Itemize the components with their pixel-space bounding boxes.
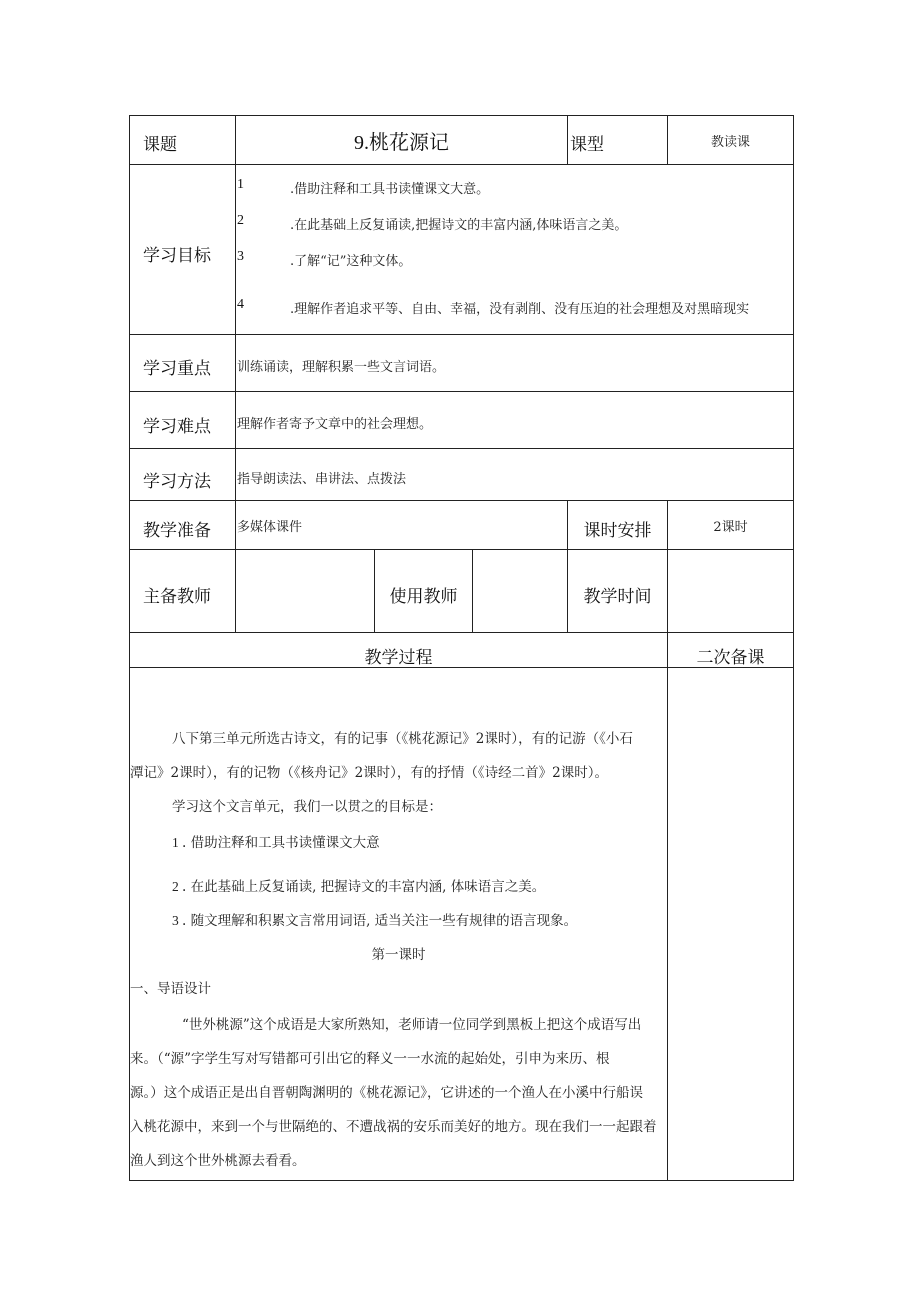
class-hours-value: 2课时 xyxy=(713,520,748,535)
key-points-value: 训练诵读，理解积累一些文言词语。 xyxy=(237,360,446,375)
goal-text: . 借助注释和工具书读懂课文大意 xyxy=(182,835,380,851)
table-border xyxy=(129,334,794,335)
table-border xyxy=(129,391,794,392)
goal-text: . 在此基础上反复诵读, 把握诗文的丰富内涵, 体味语言之美。 xyxy=(182,879,546,895)
objective-text: .理解作者追求平等、自由、幸福，没有剥削、没有压迫的社会理想及对黑暗现实 xyxy=(290,302,750,317)
lesson-type-label: 课型 xyxy=(570,135,604,155)
methods-label: 学习方法 xyxy=(143,472,211,492)
objective-text: .在此基础上反复诵读,把握诗文的丰富内涵,体味语言之美。 xyxy=(290,218,628,233)
lesson-heading: 第一课时 xyxy=(371,947,426,963)
goal-text: . 随文理解和积累文言常用词语, 适当关注一些有规律的语言现象。 xyxy=(182,913,578,929)
section-text-line: 源。）这个成语正是出自晋朝陶渊明的《桃花源记》，它讲述的一个渔人在小溪中行船误 xyxy=(130,1085,643,1101)
objective-number: 2 xyxy=(237,213,244,228)
objective-number: 1 xyxy=(237,177,244,192)
section-text-line: 来。（“源”字学生写对写错都可引出它的释义一一水流的起始处，引申为来历、根 xyxy=(130,1051,610,1067)
difficulties-value: 理解作者寄予文章中的社会理想。 xyxy=(237,417,433,432)
objective-text: .了解“记”这种文体。 xyxy=(290,254,412,269)
table-border xyxy=(472,549,473,633)
table-border xyxy=(567,115,568,165)
lesson-type-value: 教读课 xyxy=(710,135,750,150)
table-border xyxy=(793,115,794,1181)
section-text-line: “世外桃源”这个成语是大家所熟知，老师请一位同学到黑板上把这个成语写出 xyxy=(182,1017,642,1033)
objective-text: .借助注释和工具书读懂课文大意。 xyxy=(290,182,490,197)
table-border xyxy=(129,549,794,550)
objective-number: 3 xyxy=(237,249,244,264)
table-border xyxy=(129,448,794,449)
preparation-value: 多媒体课件 xyxy=(237,520,303,535)
second-prep-label: 二次备课 xyxy=(696,648,765,668)
table-border xyxy=(129,632,794,633)
methods-value: 指导朗读法、串讲法、点拨法 xyxy=(237,472,407,487)
intro-paragraph-line: 八下第三单元所选古诗文，有的记事（《桃花源记》2课时），有的记游（《小石 xyxy=(172,731,633,747)
lesson-title: 9.桃花源记 xyxy=(354,132,449,154)
user-teacher-label: 使用教师 xyxy=(389,587,458,607)
intro-paragraph-line: 潭记》2课时），有的记物（《核舟记》2课时），有的抒情（《诗经二首》2课时）。 xyxy=(130,765,609,781)
table-border xyxy=(129,1180,794,1181)
key-points-label: 学习重点 xyxy=(143,359,211,379)
table-border xyxy=(667,500,668,1181)
section-text-line: 渔人到这个世外桃源去看看。 xyxy=(130,1153,306,1169)
table-border xyxy=(235,115,236,633)
section-text-line: 入桃花源中，来到一个与世隔绝的、不遭战祸的安乐而美好的地方。现在我们一一起跟着 xyxy=(130,1119,657,1135)
table-border xyxy=(129,500,794,501)
objective-number: 4 xyxy=(237,297,244,312)
main-teacher-label: 主备教师 xyxy=(143,587,211,607)
table-border xyxy=(129,115,794,116)
table-border xyxy=(129,164,794,165)
difficulties-label: 学习难点 xyxy=(143,417,211,437)
preparation-label: 教学准备 xyxy=(143,521,211,541)
class-hours-label: 课时安排 xyxy=(583,521,652,541)
objectives-label: 学习目标 xyxy=(143,246,211,266)
teaching-process-label: 教学过程 xyxy=(364,648,433,668)
goal-number: 1 xyxy=(172,835,179,850)
section-heading: 一、导语设计 xyxy=(130,981,211,997)
teaching-time-label: 教学时间 xyxy=(583,587,652,607)
topic-label: 课题 xyxy=(143,135,177,155)
goal-number: 3 xyxy=(172,913,179,928)
goal-intro: 学习这个文言单元，我们一以贯之的目标是： xyxy=(172,799,442,815)
goal-number: 2 xyxy=(172,879,179,894)
